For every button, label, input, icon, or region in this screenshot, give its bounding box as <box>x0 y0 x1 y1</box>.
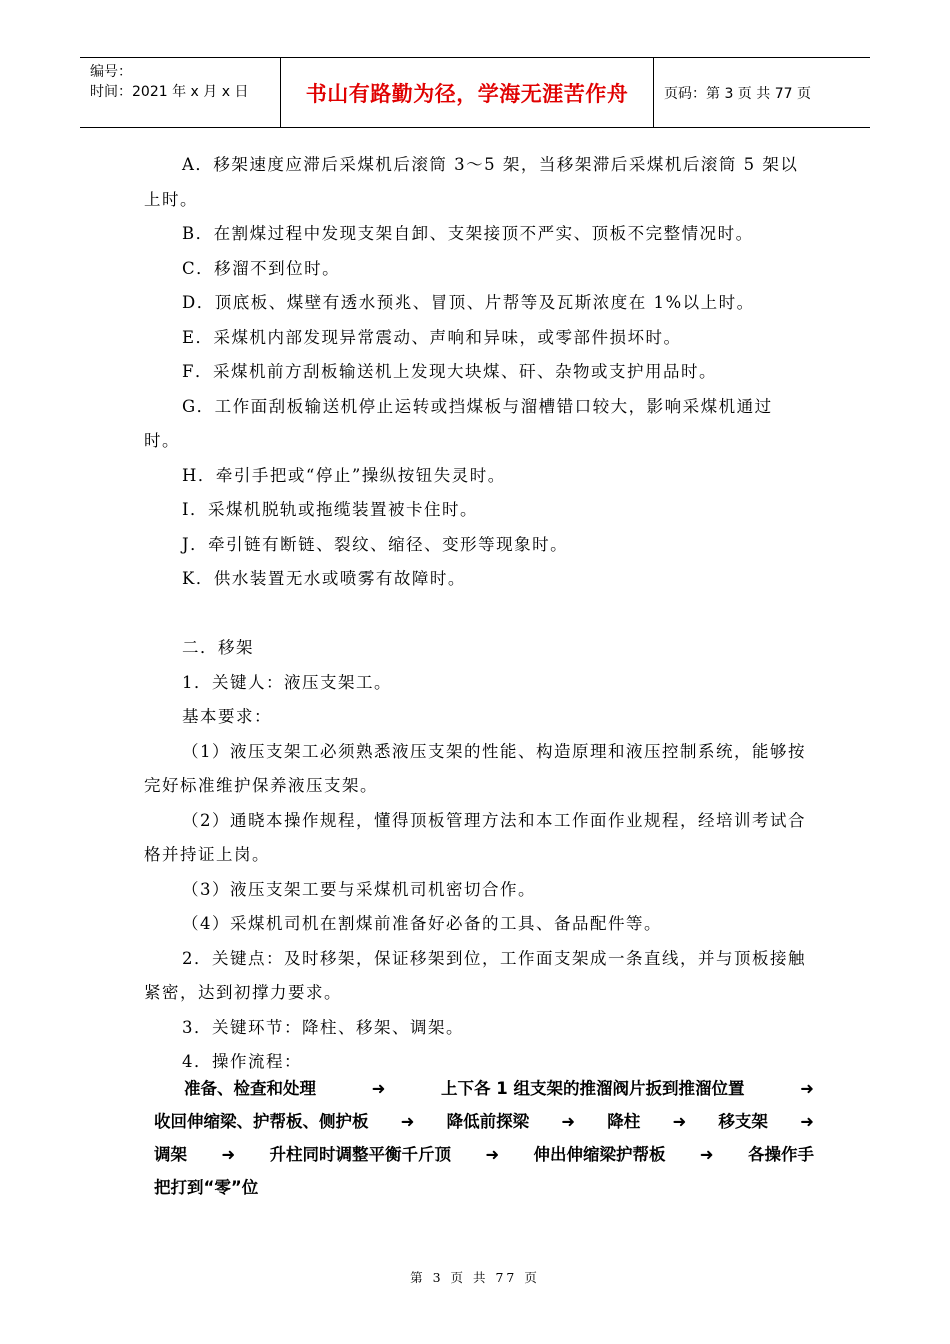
requirement-item: （3）液压支架工要与采煤机司机密切合作。 <box>182 879 536 899</box>
requirement-item: （1）液压支架工必须熟悉液压支架的性能、构造原理和液压控制系统，能够按完好标准维护保养液压支架。 <box>144 741 806 795</box>
list-item: J．牵引链有断链、裂纹、缩径、变形等现象时。 <box>182 534 569 554</box>
arrow-right-icon: ➜ <box>221 1145 236 1164</box>
list-item: A．移架速度应滞后采煤机后滚筒 3～5 架，当移架滞后采煤机后滚筒 5 架以上时。 <box>144 155 799 209</box>
key-point: 2．关键点：及时移架，保证移架到位，工作面支架成一条直线，并与顶板接触紧密，达到初撑力要求。 <box>144 948 806 1002</box>
flow-line <box>154 1171 814 1204</box>
arrow-right-icon: ➜ <box>485 1145 500 1164</box>
date-label: 时间：2021 年 x 月 x 日 <box>90 84 249 100</box>
list-item: K．供水装置无水或喷雾有故障时。 <box>182 569 466 588</box>
requirement-item: （4）采煤机司机在割煤前准备好必备的工具、备品配件等。 <box>182 914 662 933</box>
basic-requirements-label: 基本要求： <box>182 707 272 726</box>
list-item: B．在割煤过程中发现支架自卸、支架接顶不严实、顶板不完整情况时。 <box>182 224 754 243</box>
header-meta <box>80 58 281 127</box>
list-item: D．顶底板、煤壁有透水预兆、冒顶、片帮等及瓦斯浓度在 1%以上时。 <box>182 293 755 312</box>
serial-number-label: 编号： <box>90 64 132 80</box>
key-person: 1．关键人：液压支架工。 <box>182 672 392 692</box>
flow-line <box>154 1072 814 1105</box>
header-page-info: 页码：第 3 页 共 77 页 <box>664 85 811 102</box>
list-item: H．牵引手把或“停止”操纵按钮失灵时。 <box>182 465 506 485</box>
list-item: F．采煤机前方刮板输送机上发现大块煤、矸、杂物或支护用品时。 <box>182 362 717 381</box>
arrow-right-icon: ➜ <box>800 1079 814 1098</box>
section-title: 二．移架 <box>182 638 254 657</box>
flow-step: 收回伸缩梁、护帮板、侧护板 <box>154 1112 369 1131</box>
flow-step: 上下各 1 组支架的推溜阀片扳到推溜位置 <box>441 1079 745 1098</box>
flow-line <box>154 1138 814 1171</box>
arrow-right-icon: ➜ <box>561 1112 576 1131</box>
operation-flow <box>154 1072 814 1204</box>
flow-line <box>154 1105 814 1138</box>
flow-step: 移支架 <box>718 1112 768 1131</box>
flow-step: 准备、检查和处理 <box>184 1079 316 1098</box>
flow-step: 调架 <box>154 1145 187 1164</box>
page-footer: 第 3 页 共 77 页 <box>410 1270 540 1285</box>
flow-step: 降低前探梁 <box>446 1112 530 1131</box>
document-body <box>144 148 808 1080</box>
arrow-right-icon: ➜ <box>400 1112 415 1131</box>
list-item: G．工作面刮板输送机停止运转或挡煤板与溜槽错口较大，影响采煤机通过时。 <box>144 396 773 450</box>
requirement-item: （2）通晓本操作规程，懂得顶板管理方法和本工作面作业规程，经培训考试合格并持证上岗。 <box>144 810 806 864</box>
arrow-right-icon: ➜ <box>371 1079 386 1098</box>
list-item: C．移溜不到位时。 <box>182 258 341 278</box>
flow-step: 降柱 <box>607 1112 641 1131</box>
arrow-right-icon: ➜ <box>800 1112 814 1131</box>
spacer <box>144 597 808 632</box>
arrow-right-icon: ➜ <box>699 1145 714 1164</box>
page-header <box>80 57 870 128</box>
flow-step: 升柱同时调整平衡千斤顶 <box>269 1145 451 1164</box>
header-motto: 书山有路勤为径，学海无涯苦作舟 <box>281 58 654 127</box>
flow-step: 把打到“零”位 <box>154 1178 259 1197</box>
list-item: E．采煤机内部发现异常震动、声响和异味，或零部件损坏时。 <box>182 327 682 347</box>
flow-step: 各操作手 <box>747 1145 814 1164</box>
key-link: 3．关键环节：降柱、移架、调架。 <box>182 1017 464 1037</box>
flow-title: 4．操作流程： <box>182 1052 302 1071</box>
list-item: I．采煤机脱轨或拖缆装置被卡住时。 <box>182 500 479 519</box>
flow-step: 伸出伸缩梁护帮板 <box>533 1145 666 1164</box>
arrow-right-icon: ➜ <box>672 1112 687 1131</box>
